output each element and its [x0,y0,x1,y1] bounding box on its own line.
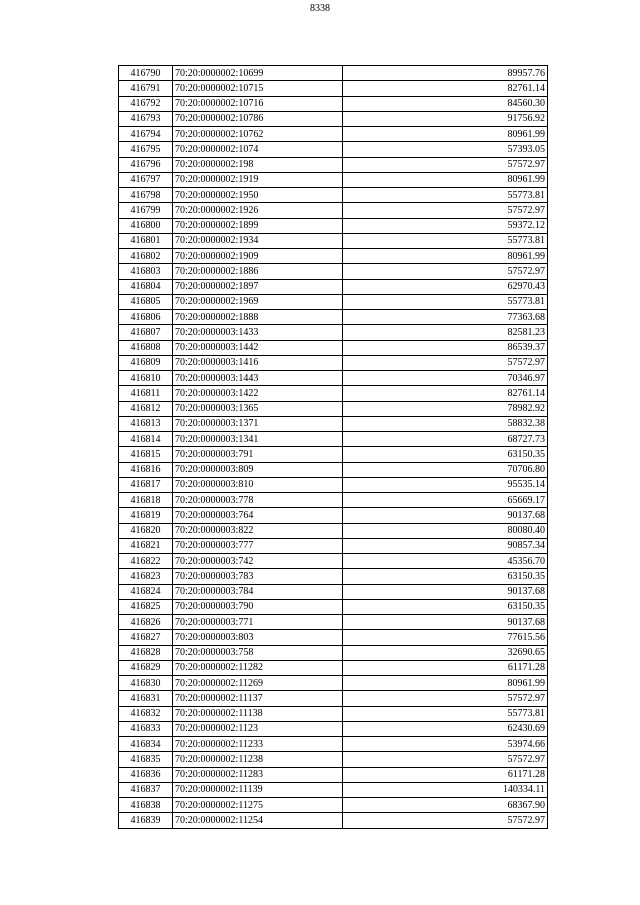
value-cell: 90137.68 [343,584,548,599]
table-row [119,127,548,142]
value-cell: 55773.81 [343,294,548,309]
value-cell: 61171.28 [343,660,548,675]
table-row [119,188,548,203]
table-row [119,706,548,721]
table-row [119,172,548,187]
cadastral-code-cell: 70:20:0000003:822 [173,523,343,538]
value-cell: 80080.40 [343,523,548,538]
row-number-cell: 416795 [119,142,173,157]
value-cell: 140334.11 [343,782,548,797]
table-row [119,538,548,553]
row-number-cell: 416817 [119,477,173,492]
cadastral-code-cell: 70:20:0000002:1919 [173,172,343,187]
value-cell: 95535.14 [343,477,548,492]
table-row [119,554,548,569]
table-row [119,432,548,447]
value-cell: 80961.99 [343,676,548,691]
row-number-cell: 416833 [119,721,173,736]
value-cell: 90857.34 [343,538,548,553]
value-cell: 57572.97 [343,813,548,828]
table-row [119,233,548,248]
value-cell: 91756.92 [343,111,548,126]
cadastral-code-cell: 70:20:0000003:1433 [173,325,343,340]
cadastral-code-cell: 70:20:0000002:11275 [173,798,343,813]
value-cell: 77615.56 [343,630,548,645]
value-cell: 55773.81 [343,233,548,248]
value-cell: 70706.80 [343,462,548,477]
row-number-cell: 416809 [119,355,173,370]
row-number-cell: 416830 [119,676,173,691]
table-row [119,310,548,325]
row-number-cell: 416796 [119,157,173,172]
cadastral-code-cell: 70:20:0000003:783 [173,569,343,584]
cadastral-code-cell: 70:20:0000002:1888 [173,310,343,325]
value-cell: 63150.35 [343,447,548,462]
row-number-cell: 416813 [119,416,173,431]
row-number-cell: 416821 [119,538,173,553]
cadastral-code-cell: 70:20:0000002:1897 [173,279,343,294]
row-number-cell: 416814 [119,432,173,447]
row-number-cell: 416839 [119,813,173,828]
row-number-cell: 416805 [119,294,173,309]
table-row [119,798,548,813]
value-cell: 80961.99 [343,249,548,264]
cadastral-code-cell: 70:20:0000003:1442 [173,340,343,355]
cadastral-code-cell: 70:20:0000002:10786 [173,111,343,126]
cadastral-code-cell: 70:20:0000002:1074 [173,142,343,157]
table-row [119,599,548,614]
table-row [119,767,548,782]
row-number-cell: 416828 [119,645,173,660]
row-number-cell: 416836 [119,767,173,782]
value-cell: 55773.81 [343,188,548,203]
value-cell: 70346.97 [343,371,548,386]
value-cell: 62430.69 [343,721,548,736]
value-cell: 57572.97 [343,752,548,767]
row-number-cell: 416812 [119,401,173,416]
table-row [119,493,548,508]
value-cell: 57572.97 [343,203,548,218]
table-row [119,447,548,462]
row-number-cell: 416800 [119,218,173,233]
cadastral-code-cell: 70:20:0000003:809 [173,462,343,477]
row-number-cell: 416799 [119,203,173,218]
table-row [119,813,548,828]
row-number-cell: 416825 [119,599,173,614]
table-row [119,752,548,767]
cadastral-code-cell: 70:20:0000002:1899 [173,218,343,233]
value-cell: 57572.97 [343,157,548,172]
cadastral-code-cell: 70:20:0000003:771 [173,615,343,630]
table-row [119,416,548,431]
table-row [119,142,548,157]
row-number-cell: 416798 [119,188,173,203]
table-row [119,81,548,96]
cadastral-code-cell: 70:20:0000002:11233 [173,737,343,752]
cadastral-code-cell: 70:20:0000002:11254 [173,813,343,828]
value-cell: 57572.97 [343,264,548,279]
value-cell: 90137.68 [343,615,548,630]
cadastral-code-cell: 70:20:0000002:1886 [173,264,343,279]
value-cell: 55773.81 [343,706,548,721]
table-row [119,523,548,538]
row-number-cell: 416838 [119,798,173,813]
row-number-cell: 416824 [119,584,173,599]
cadastral-code-cell: 70:20:0000002:1950 [173,188,343,203]
table-row [119,294,548,309]
table-row [119,157,548,172]
row-number-cell: 416834 [119,737,173,752]
row-number-cell: 416811 [119,386,173,401]
cadastral-code-cell: 70:20:0000002:10715 [173,81,343,96]
table-row [119,386,548,401]
row-number-cell: 416815 [119,447,173,462]
row-number-cell: 416797 [119,172,173,187]
value-cell: 78982.92 [343,401,548,416]
row-number-cell: 416790 [119,66,173,81]
data-table [118,65,548,829]
cadastral-code-cell: 70:20:0000002:11283 [173,767,343,782]
table-row [119,203,548,218]
value-cell: 45356.70 [343,554,548,569]
row-number-cell: 416829 [119,660,173,675]
cadastral-code-cell: 70:20:0000003:1371 [173,416,343,431]
value-cell: 63150.35 [343,569,548,584]
cadastral-code-cell: 70:20:0000003:1341 [173,432,343,447]
cadastral-code-cell: 70:20:0000003:791 [173,447,343,462]
row-number-cell: 416826 [119,615,173,630]
cadastral-code-cell: 70:20:0000002:1926 [173,203,343,218]
cadastral-code-cell: 70:20:0000003:810 [173,477,343,492]
table-row [119,508,548,523]
value-cell: 59372.12 [343,218,548,233]
value-cell: 65669.17 [343,493,548,508]
row-number-cell: 416816 [119,462,173,477]
row-number-cell: 416823 [119,569,173,584]
row-number-cell: 416810 [119,371,173,386]
cadastral-code-cell: 70:20:0000003:803 [173,630,343,645]
row-number-cell: 416791 [119,81,173,96]
table-row [119,645,548,660]
table-row [119,264,548,279]
table-row [119,355,548,370]
table-row [119,371,548,386]
table-row [119,615,548,630]
row-number-cell: 416819 [119,508,173,523]
row-number-cell: 416801 [119,233,173,248]
table-row [119,782,548,797]
row-number-cell: 416822 [119,554,173,569]
cadastral-code-cell: 70:20:0000002:11282 [173,660,343,675]
value-cell: 63150.35 [343,599,548,614]
cadastral-code-cell: 70:20:0000003:1416 [173,355,343,370]
cadastral-code-cell: 70:20:0000003:790 [173,599,343,614]
row-number-cell: 416831 [119,691,173,706]
row-number-cell: 416835 [119,752,173,767]
value-cell: 90137.68 [343,508,548,523]
page-number: 8338 [310,3,330,14]
cadastral-code-cell: 70:20:0000003:1443 [173,371,343,386]
value-cell: 89957.76 [343,66,548,81]
row-number-cell: 416807 [119,325,173,340]
row-number-cell: 416832 [119,706,173,721]
row-number-cell: 416803 [119,264,173,279]
row-number-cell: 416808 [119,340,173,355]
cadastral-code-cell: 70:20:0000003:784 [173,584,343,599]
table-row [119,477,548,492]
cadastral-code-cell: 70:20:0000003:1365 [173,401,343,416]
value-cell: 32690.65 [343,645,548,660]
row-number-cell: 416792 [119,96,173,111]
value-cell: 57393.05 [343,142,548,157]
row-number-cell: 416806 [119,310,173,325]
table-row [119,340,548,355]
cadastral-code-cell: 70:20:0000003:1422 [173,386,343,401]
row-number-cell: 416802 [119,249,173,264]
cadastral-code-cell: 70:20:0000003:758 [173,645,343,660]
row-number-cell: 416827 [119,630,173,645]
table-row [119,630,548,645]
row-number-cell: 416820 [119,523,173,538]
cadastral-code-cell: 70:20:0000003:742 [173,554,343,569]
cadastral-code-cell: 70:20:0000002:11269 [173,676,343,691]
cadastral-code-cell: 70:20:0000002:11138 [173,706,343,721]
cadastral-code-cell: 70:20:0000003:764 [173,508,343,523]
value-cell: 57572.97 [343,355,548,370]
table-row [119,721,548,736]
cadastral-code-cell: 70:20:0000002:1934 [173,233,343,248]
value-cell: 80961.99 [343,172,548,187]
cadastral-code-cell: 70:20:0000002:1123 [173,721,343,736]
cadastral-code-cell: 70:20:0000002:10699 [173,66,343,81]
table-row [119,676,548,691]
value-cell: 86539.37 [343,340,548,355]
cadastral-code-cell: 70:20:0000002:11139 [173,782,343,797]
cadastral-code-cell: 70:20:0000002:1969 [173,294,343,309]
table-row [119,279,548,294]
value-cell: 53974.66 [343,737,548,752]
cadastral-code-cell: 70:20:0000002:198 [173,157,343,172]
value-cell: 68727.73 [343,432,548,447]
table-row [119,249,548,264]
row-number-cell: 416818 [119,493,173,508]
table-row [119,96,548,111]
row-number-cell: 416794 [119,127,173,142]
table-row [119,325,548,340]
value-cell: 58832.38 [343,416,548,431]
value-cell: 82761.14 [343,386,548,401]
table-row [119,66,548,81]
table-row [119,660,548,675]
value-cell: 82581.23 [343,325,548,340]
table-row [119,584,548,599]
table-row [119,462,548,477]
value-cell: 61171.28 [343,767,548,782]
table-row [119,111,548,126]
row-number-cell: 416793 [119,111,173,126]
cadastral-code-cell: 70:20:0000002:1909 [173,249,343,264]
row-number-cell: 416837 [119,782,173,797]
value-cell: 77363.68 [343,310,548,325]
value-cell: 84560.30 [343,96,548,111]
value-cell: 62970.43 [343,279,548,294]
table-body [119,66,548,829]
cadastral-code-cell: 70:20:0000002:10716 [173,96,343,111]
value-cell: 68367.90 [343,798,548,813]
cadastral-code-cell: 70:20:0000003:778 [173,493,343,508]
cadastral-code-cell: 70:20:0000002:10762 [173,127,343,142]
value-cell: 57572.97 [343,691,548,706]
row-number-cell: 416804 [119,279,173,294]
value-cell: 80961.99 [343,127,548,142]
cadastral-code-cell: 70:20:0000002:11137 [173,691,343,706]
cadastral-code-cell: 70:20:0000002:11238 [173,752,343,767]
cadastral-code-cell: 70:20:0000003:777 [173,538,343,553]
table-row [119,401,548,416]
value-cell: 82761.14 [343,81,548,96]
table-row [119,218,548,233]
table-row [119,569,548,584]
table-row [119,691,548,706]
table-row [119,737,548,752]
